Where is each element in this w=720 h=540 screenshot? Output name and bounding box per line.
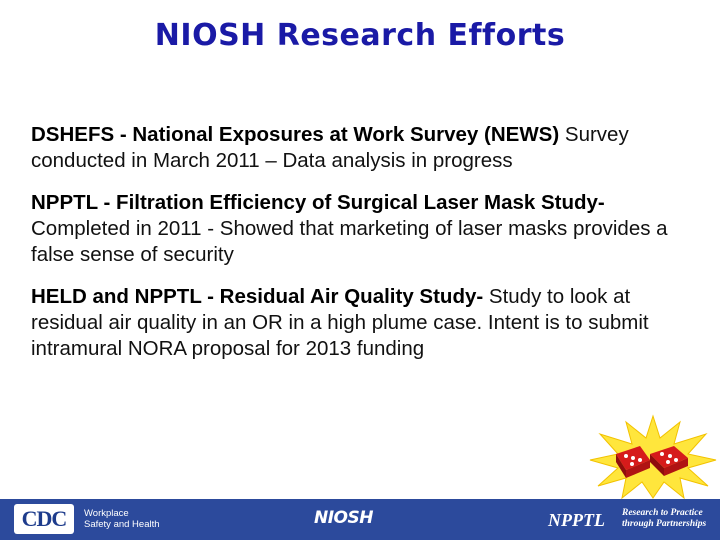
cdc-logo: CDC	[14, 504, 74, 534]
item-heading: HELD and NPPTL - Residual Air Quality Study-	[31, 285, 484, 308]
footer-bar	[0, 499, 720, 540]
niosh-logo: NIOSH	[314, 508, 373, 528]
npptl-tagline	[622, 508, 706, 530]
wp-line-1: Workplace	[84, 508, 129, 519]
slide-body	[31, 122, 671, 378]
item-text: Completed in 2011 - Showed that marketing of laser masks provides a false sense of security	[31, 217, 668, 266]
research-item-filtration	[31, 190, 671, 268]
item-heading: DSHEFS - National Exposures at Work Survey (NEWS)	[31, 123, 560, 146]
item-heading: NPPTL - Filtration Efficiency of Surgical Laser Mask Study-	[31, 191, 605, 214]
workplace-safety-label	[84, 508, 160, 530]
npptl-logo: NPPTL	[548, 510, 605, 530]
research-item-news	[31, 122, 671, 174]
item-text: Study to look at residual air quality in an OR in a high plume case. Intent is to submit intramural NORA proposal for 2013 funding	[31, 285, 649, 360]
wp-line-2: Safety and Health	[84, 519, 160, 530]
item-text: Survey conducted in March 2011 – Data analysis in progress	[31, 123, 629, 172]
tagline-line-1: Research to Practice	[622, 508, 703, 518]
dice-icon	[588, 414, 718, 499]
slide-title: NIOSH Research Efforts	[154, 18, 566, 53]
tagline-line-2: through Partnerships	[622, 519, 707, 529]
research-item-air-quality	[31, 284, 671, 362]
